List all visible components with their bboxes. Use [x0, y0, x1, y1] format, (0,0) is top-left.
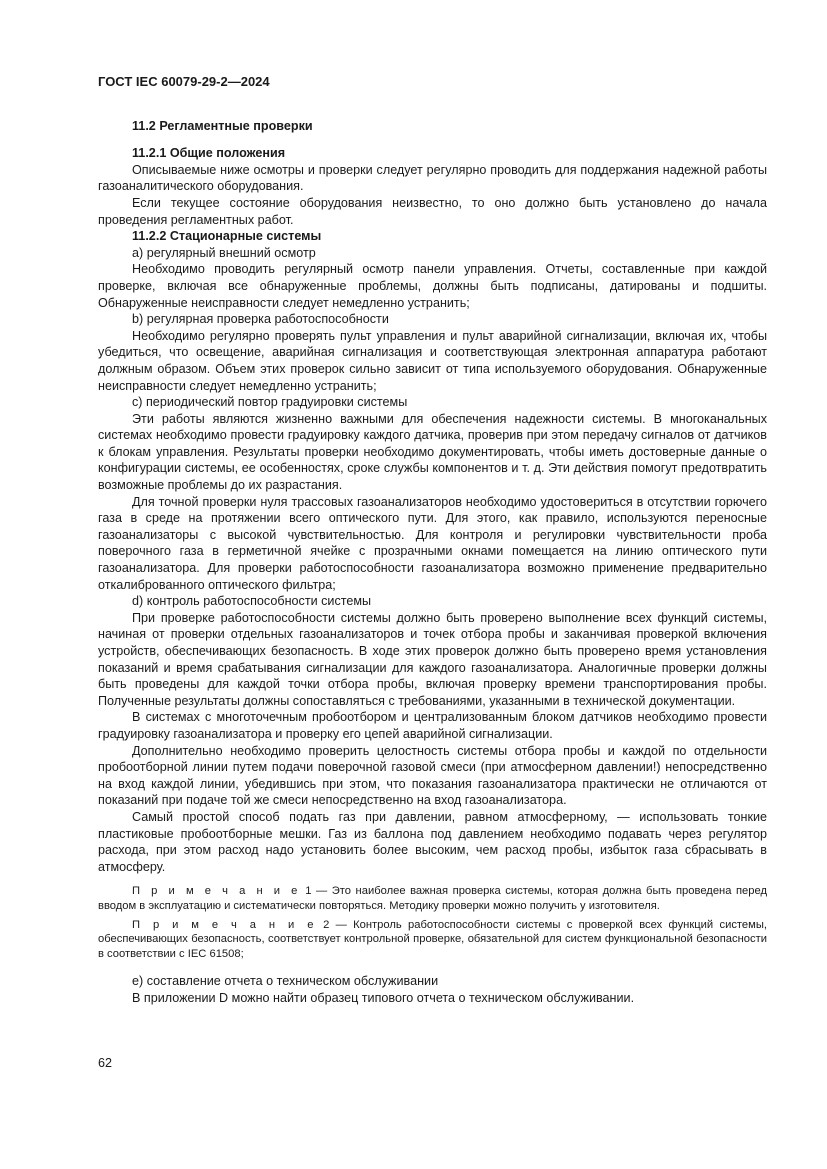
note-2-text: 2 — Контроль работоспособности системы с проверкой всех функций системы, обеспечивающих безопасность, соответствует контрольной проверке, обязательной для систем функциональной безопасности в соответствии с IEC 61508; [98, 918, 767, 960]
paragraph-c-2: Для точной проверки нуля трассовых газоанализаторов необходимо удостовериться в отсутствии горючего газа в среде на протяжении всего оптического пути. Для этого, как правило, используются переносные газоанализаторы с высокой чувствительностью. Для контроля и регулировки чувствительности проба поверочного газа в герметичной ячейке с прозрачными окнами помещается на линию оптического пути газоанализатора. Для проверки работоспособности газоанализатора возможно применение предварительно откалиброванного оптического фильтра; [98, 494, 767, 592]
paragraph-e: В приложении D можно найти образец типового отчета о техническом обслуживании. [132, 990, 635, 1005]
note-1 [98, 884, 767, 913]
list-item-e: e) составление отчета о техническом обслуживании [132, 974, 439, 989]
paragraph-d-4: Самый простой способ подать газ при давлении, равном атмосферному, — использовать тонкие пластиковые пробоотборные мешки. Газ из баллона под давлением необходимо подавать через регулятор расхода, при этом расход надо установить более высоким, чем расход пробы, избыток газа сбрасывать в атмосферу. [98, 809, 767, 874]
standard-header: ГОСТ IEC 60079-29-2—2024 [98, 74, 270, 89]
list-item-a: a) регулярный внешний осмотр [132, 245, 316, 260]
paragraph-d-2: В системах с многоточечным пробоотбором и централизованным блоком датчиков необходимо провести градуировку газоанализатора и проверку его цепей аварийной сигнализации. [98, 710, 767, 741]
note-2 [98, 918, 767, 962]
note-1-text: 1 — Это наиболее важная проверка системы, которая должна быть проведена перед вводом в эксплуатацию и систематически повторяться. Методику проверки можно получить у изготовителя. [98, 885, 767, 912]
list-item-d: d) контроль работоспособности системы [132, 594, 372, 609]
note-1-label: П р и м е ч а н и е [132, 885, 301, 898]
note-2-label: П р и м е ч а н и е [132, 918, 317, 931]
list-item-b: b) регулярная проверка работоспособности [132, 312, 389, 327]
notes-block [98, 884, 767, 961]
page-number: 62 [98, 1056, 113, 1070]
section-title: 11.2 Регламентные проверки [132, 118, 313, 133]
paragraph-c-1: Эти работы являются жизненно важными для обеспечения надежности системы. В многоканальных системах необходимо провести градуировку каждого датчика, проверив при этом передачу сигналов от датчиков к блокам управления. Результаты проверки необходимо документировать, чтобы иметь достоверные данные о конфигурации системы, ее особенностях, сроке службы компонентов и т. д. Эти действия помогут предотвратить возможные проблемы до их разрастания. [98, 411, 767, 493]
general-paragraph-2: Если текущее состояние оборудования неизвестно, то оно должно быть установлено до начала проведения регламентных работ. [98, 195, 767, 227]
paragraph-d-3: Дополнительно необходимо проверить целостность системы отбора пробы и каждой по отдельности пробоотборной линии путем подачи поверочной газовой смеси (при атмосферном давлении!) непосредственно на вход каждой линии, убедившись при этом, что показания газоанализатора практически не отличаются от показаний при подаче той же смеси непосредственно на вход газоанализатора. [98, 743, 767, 808]
list-item-c: c) периодический повтор градуировки системы [132, 395, 408, 410]
paragraph-d-1: При проверке работоспособности системы должно быть проверено выполнение всех функций системы, начиная от проверки отдельных газоанализаторов и точек отбора пробы и заканчивая проверкой включения устройств, обеспечивающих безопасность. В ходе этих проверок должно быть проверено время установления показаний и время срабатывания сигнализации для каждого газоанализатора. Аналогичные проверки должны быть проведены для каждой точки отбора пробы, включая проверку времени транспортирования пробы. Полученные результаты должны сопоставляться с требованиями, указанными в технической документации. [98, 610, 767, 708]
paragraph-b: Необходимо регулярно проверять пульт управления и пульт аварийной сигнализации, включая их, чтобы убедиться, что освещение, аварийная сигнализация и соответствующая электронная аппаратура работают должным образом. Объем этих проверок сильно зависит от типа используемого оборудования. Обнаруженные неисправности следует немедленно устранить; [98, 328, 767, 393]
paragraph-a: Необходимо проводить регулярный осмотр панели управления. Отчеты, составленные при каждой проверке, включая все обнаруженные проблемы, должны быть подписаны, датированы и подшиты. Обнаруженные неисправности следует немедленно устранить; [98, 262, 767, 310]
subsection-general-title: 11.2.1 Общие положения [132, 146, 286, 161]
subsection-stationary-title: 11.2.2 Стационарные системы [132, 229, 322, 244]
closing-block [98, 973, 767, 1006]
general-paragraph-1: Описываемые ниже осмотры и проверки следует регулярно проводить для поддержания надежной работы газоаналитического оборудования. [98, 162, 767, 194]
